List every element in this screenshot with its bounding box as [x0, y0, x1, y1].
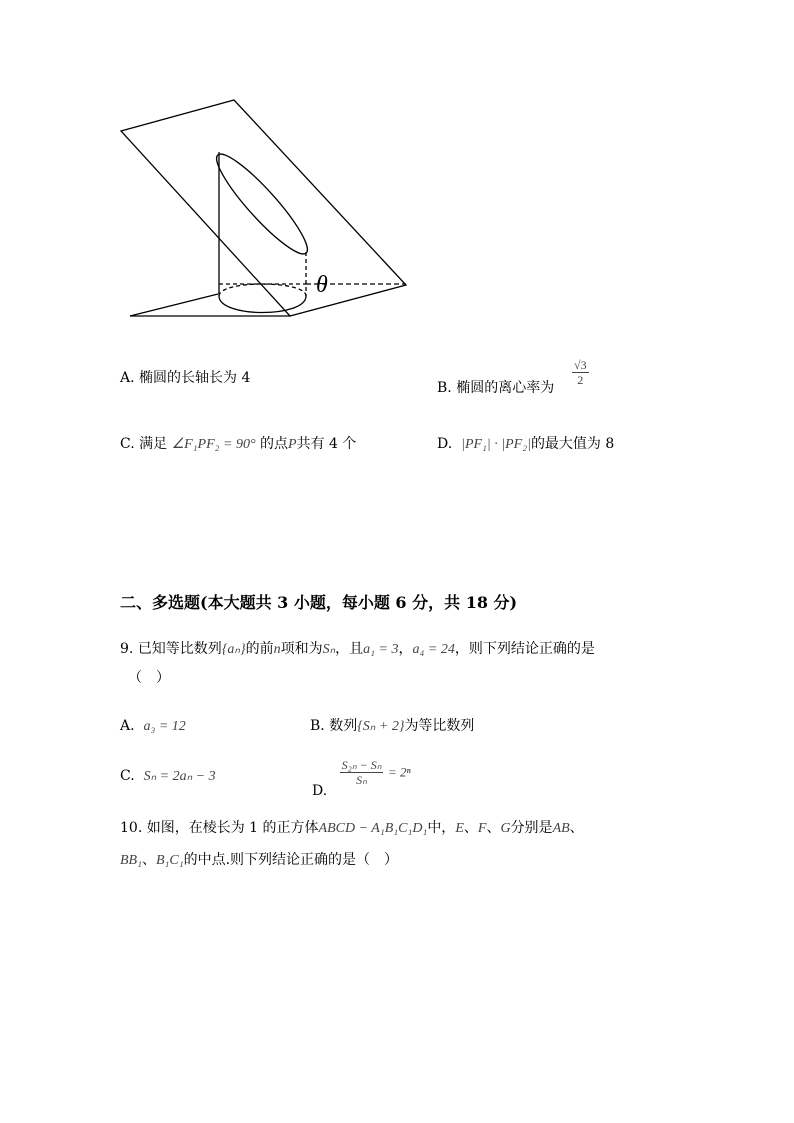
q10-stem-line1: 10. 如图，在棱长为 1 的正方体ABCD − A₁B₁C₁D₁中，E、F、G分别是AB、	[120, 820, 584, 836]
q9-stem: 9. 已知等比数列{aₙ}的前n项和为Sₙ，且a₁ = 3，a₄ = 24，则下列结论正确的是	[120, 641, 595, 657]
q9-option-d: D. $\frac{\text{S₂ₙ − Sₙ}}{\text{Sₙ}}$ = 2ⁿ	[312, 758, 411, 799]
base-circle-front	[219, 296, 306, 313]
q9-option-c: C. Sₙ = 2aₙ − 3	[120, 768, 216, 784]
q9-option-b: B. 数列{Sₙ + 2}为等比数列	[310, 718, 475, 734]
q8-option-a: A. 椭圆的长轴长为 4	[120, 370, 251, 386]
q8-option-d: D. |PF₁| · |PF₂|的最大值为 8	[437, 436, 615, 452]
q8-option-b: B. 椭圆的离心率为	[437, 380, 555, 396]
base-plane-edge	[130, 294, 218, 316]
theta-label: θ	[316, 272, 328, 298]
section-heading: 二、多选题(本大题共 3 小题，每小题 6 分，共 18 分)	[120, 593, 518, 612]
q8-option-c: C. 满足 ∠F₁PF₂ = 90° 的点P共有 4 个	[120, 436, 357, 452]
section-ellipse	[207, 146, 316, 263]
q8-option-b-fraction: $\frac{√3}{2}$	[574, 358, 587, 387]
q9-answer-paren: （ ）	[128, 670, 170, 686]
q9-option-a: A. a₃ = 12	[120, 718, 186, 734]
q10-stem-line2: BB₁、B₁C₁的中点.则下列结论正确的是（ ）	[120, 852, 399, 868]
